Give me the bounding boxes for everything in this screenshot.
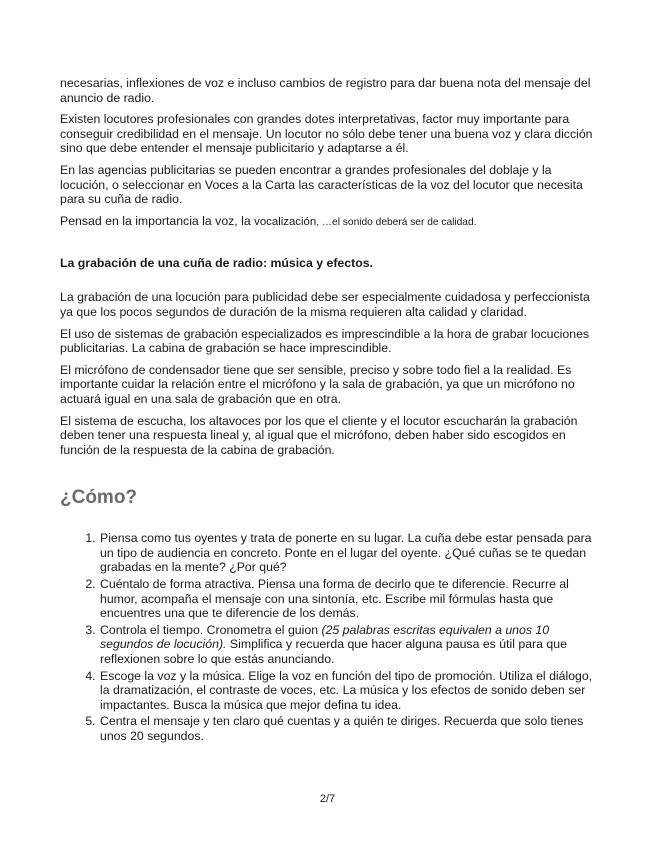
paragraph: Existen locutores profesionales con grandes dotes interpretativas, factor muy importante para conseguir credibilidad en el mensaje. Un locutor no sólo debe tener una buena voz y clara dicción sino que debe entender el mensaje publicitario y adaptarse a él. (60, 112, 593, 156)
text-run: Pensad en la importancia la voz, la (60, 213, 255, 228)
page-number: 2/7 (319, 793, 336, 805)
como-heading: ¿Cómo? (60, 487, 138, 509)
paragraph: El uso de sistemas de grabación especializados es imprescindible a la hora de grabar locuciones publicitarias. La cabina de grabación se hace imprescindible. (60, 326, 590, 356)
text-run: , …el sonido deberá ser de calidad. (316, 216, 477, 228)
paragraph: necesarias, inflexiones de voz e incluso cambios de registro para dar buena nota del mensaje del anuncio de radio. (60, 76, 591, 105)
list-item: 1. Piensa como tus oyentes y trata de ponerte en su lugar. La cuña debe estar pensada para un tipo de audiencia en concreto. Ponte en el lugar del oyente. ¿Qué cuñas se te quedan grabadas en la mente? ¿Por qué? (99, 531, 600, 575)
list-item: 5. Centra el mensaje y ten claro qué cuentas y a quién te diriges. Recuerda que solo tienes unos 20 segundos. (99, 714, 600, 743)
list-item: 4. Escoge la voz y la música. Elige la voz en función del tipo de promoción. Utiliza el diálogo, la dramatización, el contraste de voces, etc. La música y los efectos de sonido deben ser impactantes. Busca la música que mejor defina tu idea. (99, 669, 600, 713)
text-run: vocalización (254, 215, 317, 228)
paragraph: El micrófono de condensador tiene que ser sensible, preciso y sobre todo fiel a la realidad. Es importante cuidar la relación entre el micrófono y la sala de grabación, ya que un micrófono no actuará igual en una sala de grabación que en otra. (60, 362, 575, 406)
paragraph: En las agencias publicitarias se pueden encontrar a grandes profesionales del doblaje y la locución, o seleccionar en Voces a la Carta las características de la voz del locutor que necesita para su cuña de radio. (60, 162, 583, 207)
paragraph: La grabación de una locución para publicidad debe ser especialmente cuidadosa y perfeccionista ya que los pocos segundos de duración de la misma requieren alta calidad y claridad. (60, 290, 590, 319)
italic-text: (25 palabras escritas equivalen a unos 10 segundos de locución). (100, 622, 550, 652)
document-body (60, 76, 600, 746)
list-item: 2. Cuéntalo de forma atractiva. Piensa una forma de decirlo que te diferencie. Recurre al humor, acompaña el mensaje con una sintonía, etc. Escribe mil fórmulas hasta que encuentres una que te diferencie de los demás. (99, 577, 600, 621)
list-item (99, 623, 600, 667)
steps-list (60, 531, 600, 743)
text-run: Controla el tiempo. Cronometra el guion (100, 622, 322, 637)
section-heading: La grabación de una cuña de radio: música y efectos. (60, 256, 373, 271)
paragraph (60, 214, 600, 231)
text-run: Simplifica y recuerda que hacer alguna pausa es útil para que reflexionen sobre lo que estás anunciando. (100, 637, 567, 667)
paragraph: El sistema de escucha, los altavoces por los que el cliente y el locutor escucharán la grabación deben tener una respuesta lineal y, al igual que el micrófono, deben haber sido escogidos en función de la respuesta de la cabina de grabación. (60, 413, 578, 457)
